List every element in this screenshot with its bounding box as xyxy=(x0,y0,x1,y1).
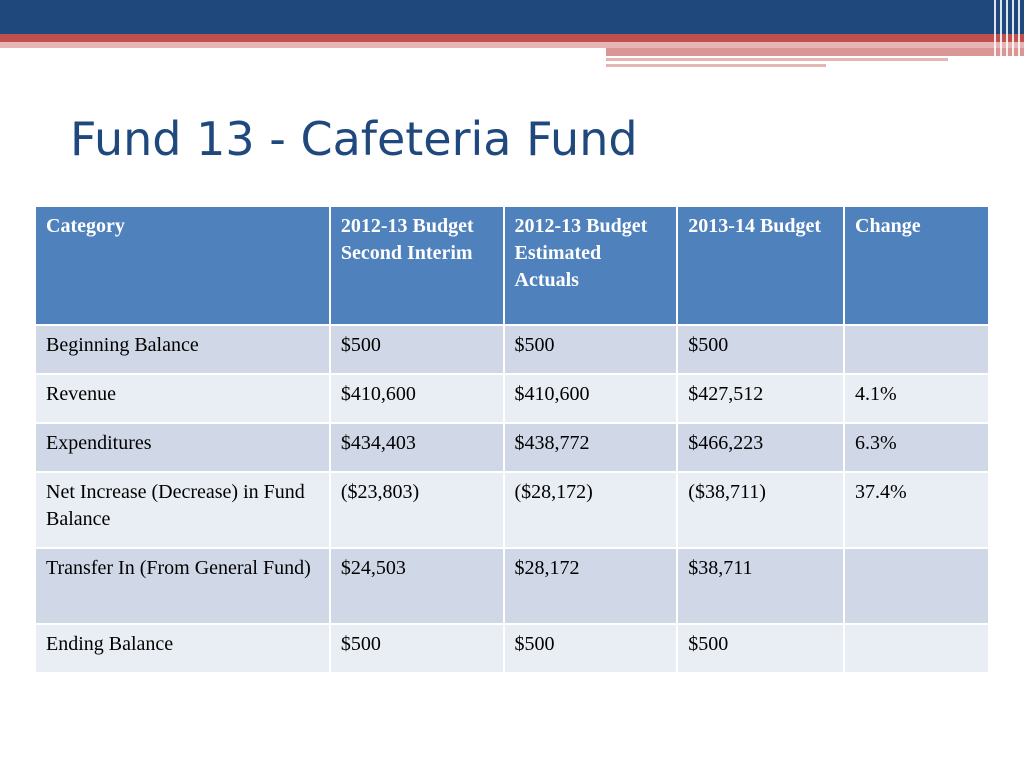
table-cell: $38,711 xyxy=(677,548,844,624)
table-cell: Transfer In (From General Fund) xyxy=(35,548,330,624)
table-row xyxy=(35,325,989,374)
table-cell: $410,600 xyxy=(504,374,678,423)
table-cell: 37.4% xyxy=(844,472,989,548)
table-cell: ($38,711) xyxy=(677,472,844,548)
table-row xyxy=(35,472,989,548)
table-cell: 6.3% xyxy=(844,423,989,472)
column-header-2013-14-budget: 2013-14 Budget xyxy=(677,206,844,325)
header-band-line xyxy=(606,48,1024,56)
column-header-second-interim: 2012-13 Budget Second Interim xyxy=(330,206,504,325)
table-cell: Revenue xyxy=(35,374,330,423)
table-row xyxy=(35,423,989,472)
table-cell: $500 xyxy=(504,624,678,673)
table-cell xyxy=(844,624,989,673)
slide-title: Fund 13 - Cafeteria Fund xyxy=(70,112,638,166)
table-cell: 4.1% xyxy=(844,374,989,423)
table-row xyxy=(35,374,989,423)
header-band-line xyxy=(606,58,948,61)
table-cell: Expenditures xyxy=(35,423,330,472)
header-band-line xyxy=(606,64,826,67)
table-cell: Net Increase (Decrease) in Fund Balance xyxy=(35,472,330,548)
table-cell: $466,223 xyxy=(677,423,844,472)
table-cell xyxy=(844,548,989,624)
table-cell: $500 xyxy=(677,624,844,673)
table-cell: ($23,803) xyxy=(330,472,504,548)
table-cell: $500 xyxy=(330,624,504,673)
table-cell: ($28,172) xyxy=(504,472,678,548)
table-cell: $438,772 xyxy=(504,423,678,472)
table-cell: $28,172 xyxy=(504,548,678,624)
table-cell: $500 xyxy=(330,325,504,374)
column-header-category: Category xyxy=(35,206,330,325)
header-band-blue xyxy=(0,0,1024,34)
column-header-change: Change xyxy=(844,206,989,325)
table-row xyxy=(35,548,989,624)
column-header-estimated-actuals: 2012-13 Budget Estimated Actuals xyxy=(504,206,678,325)
table-cell: Beginning Balance xyxy=(35,325,330,374)
table-cell: $427,512 xyxy=(677,374,844,423)
header-decoration xyxy=(0,0,1024,70)
table-row xyxy=(35,624,989,673)
table-header-row xyxy=(35,206,989,325)
table-cell: $500 xyxy=(677,325,844,374)
fund-table xyxy=(34,205,990,674)
table-cell: $500 xyxy=(504,325,678,374)
table-cell: Ending Balance xyxy=(35,624,330,673)
table-cell: $24,503 xyxy=(330,548,504,624)
table-cell xyxy=(844,325,989,374)
header-band-red xyxy=(0,34,1024,42)
table-cell: $434,403 xyxy=(330,423,504,472)
header-band-stripes xyxy=(990,0,1024,70)
table-cell: $410,600 xyxy=(330,374,504,423)
